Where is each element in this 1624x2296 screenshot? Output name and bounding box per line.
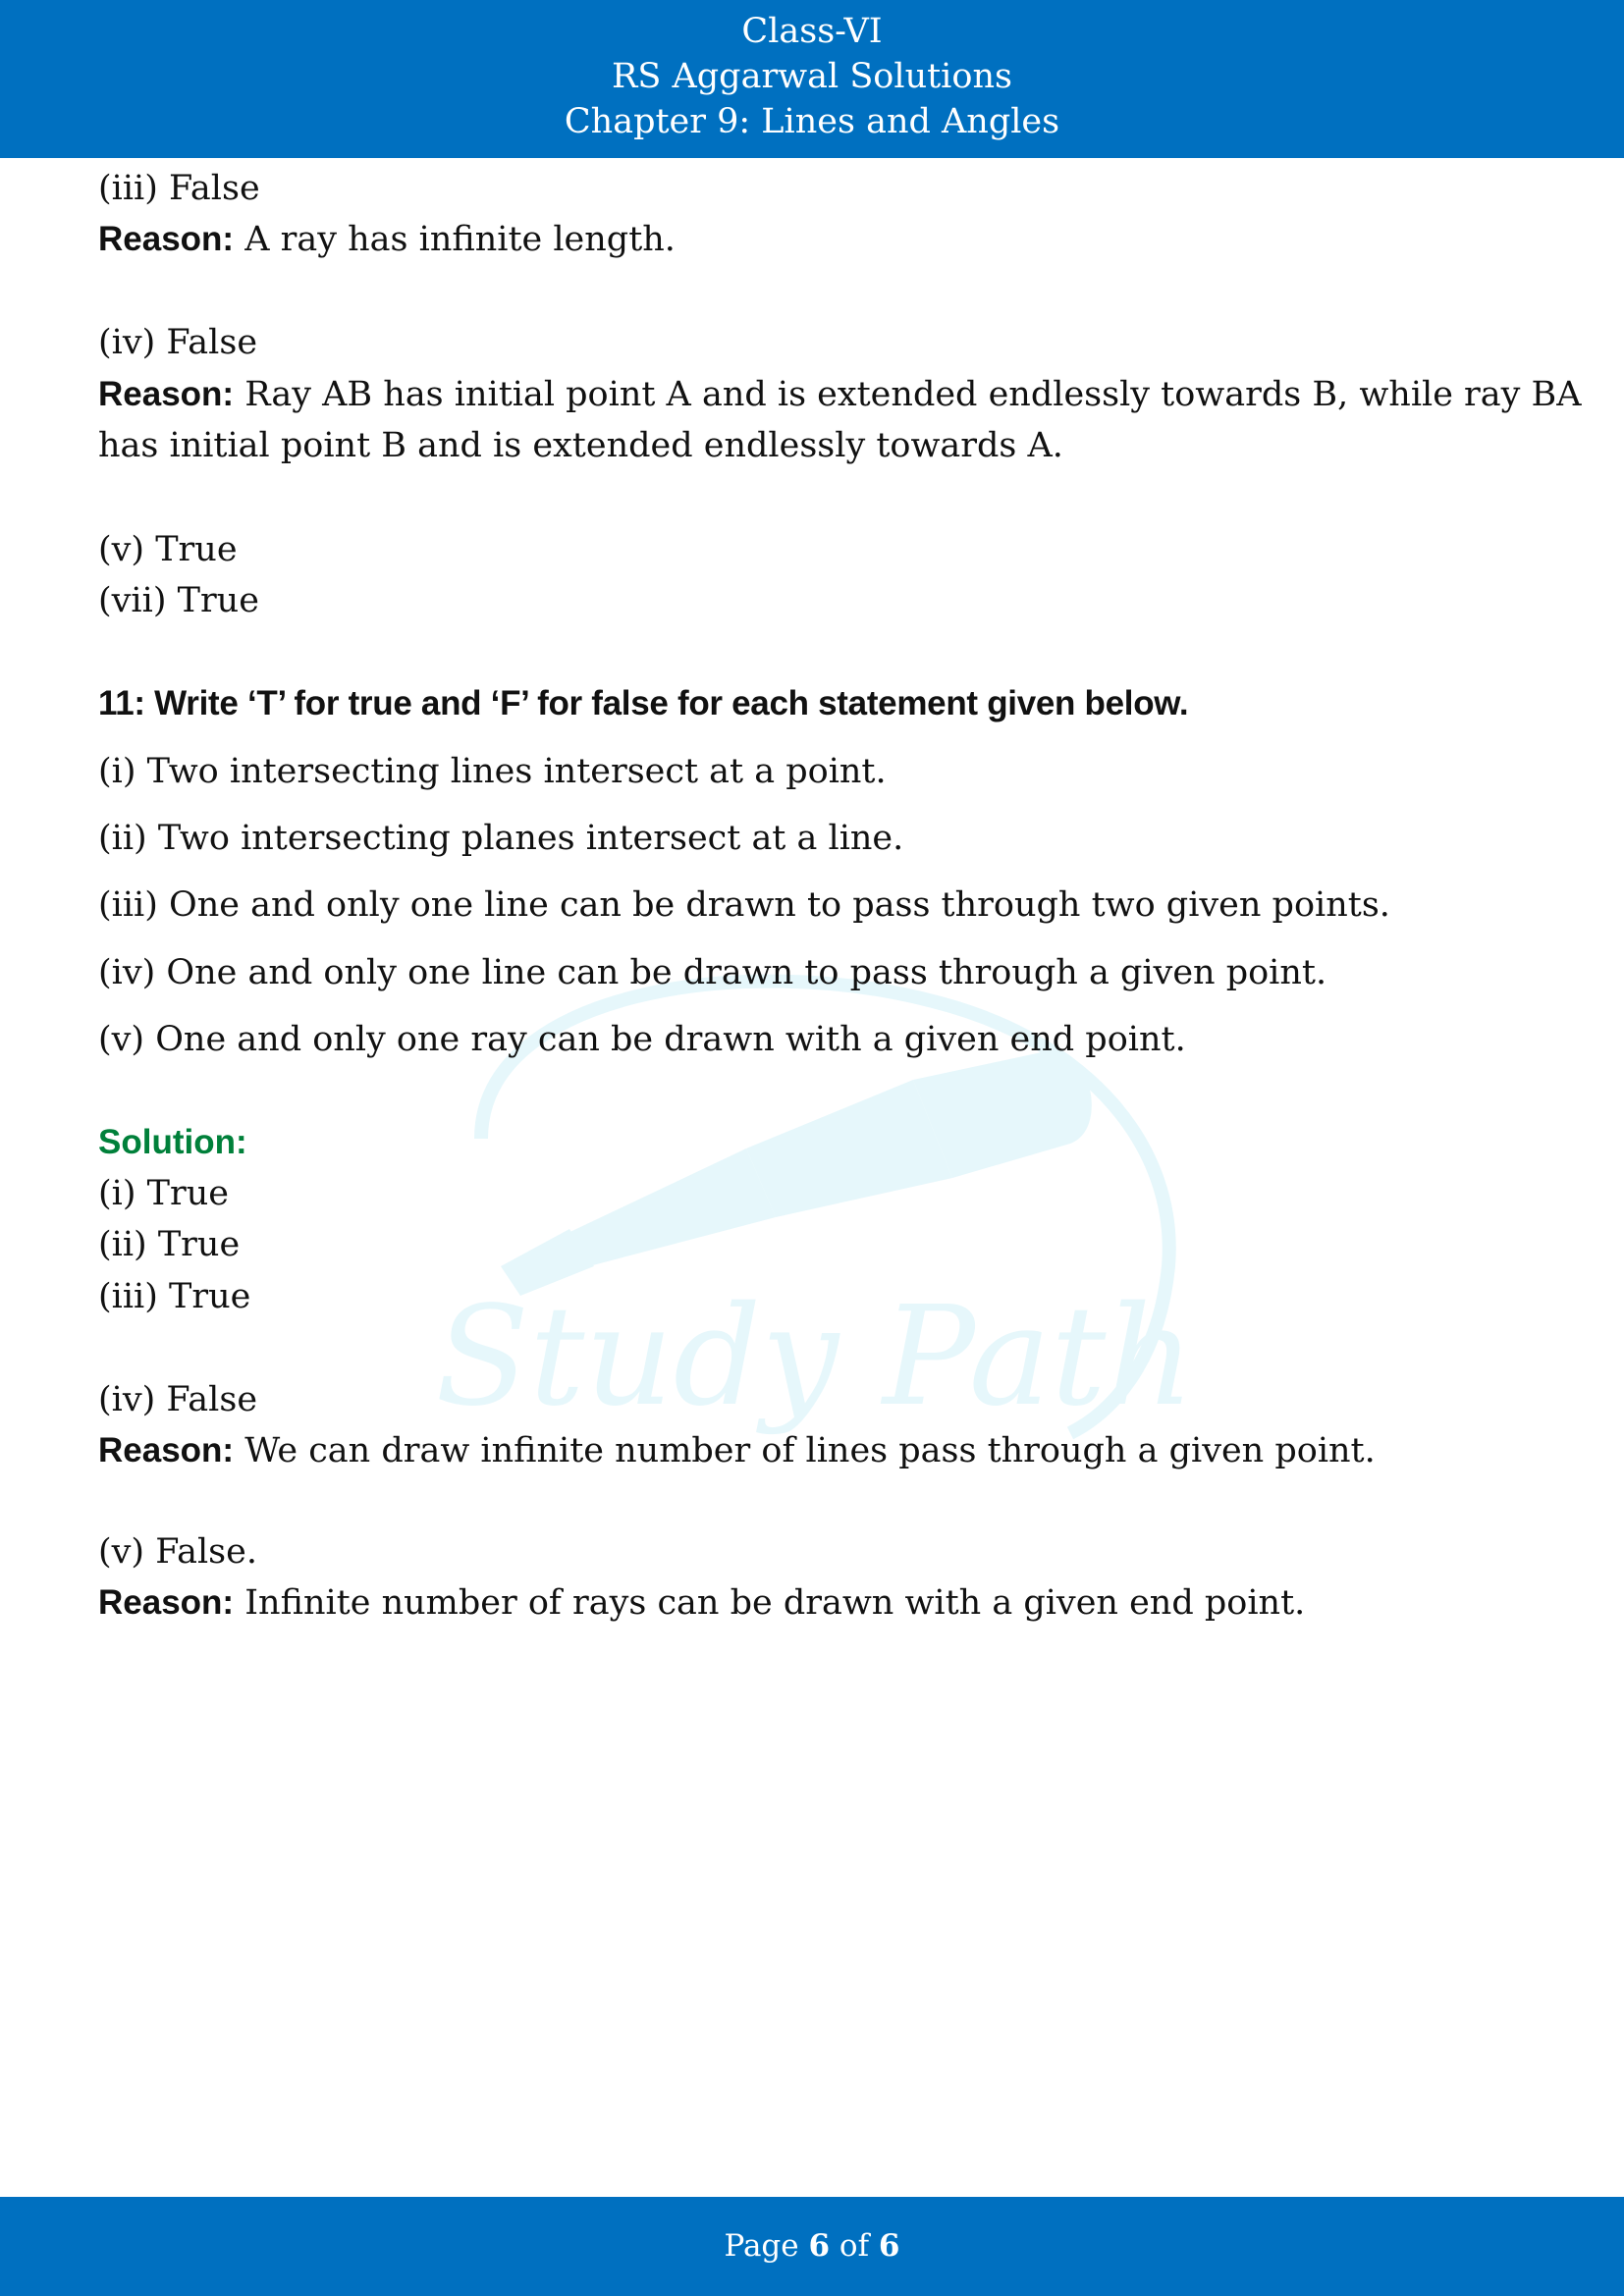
page-footer: [0, 2197, 1624, 2296]
solution-answer-v: (v) False.: [98, 1532, 257, 1572]
header-book: RS Aggarwal Solutions: [612, 57, 1012, 96]
prev-reason-iv-line1: Reason: Ray AB has initial point A and is extended endlessly towards B, while ray BA: [98, 375, 1582, 414]
prev-answer-vii: (vii) True: [98, 581, 259, 620]
prev-answer-v: (v) True: [98, 530, 238, 569]
question-item-v: (v) One and only one ray can be drawn with a given end point.: [98, 1020, 1186, 1059]
prev-answer-iv: (iv) False: [98, 323, 258, 362]
solution-answer-ii: (ii) True: [98, 1225, 241, 1264]
header-class: Class-VI: [741, 12, 883, 51]
solution-reason-iv: Reason: We can draw infinite number of lines pass through a given point.: [98, 1431, 1376, 1470]
prev-reason-iii: Reason: A ray has infinite length.: [98, 220, 676, 259]
page-header: [0, 0, 1624, 158]
solution-answer-iii: (iii) True: [98, 1277, 251, 1316]
prev-reason-iv-line2: has initial point B and is extended endlessly towards A.: [98, 426, 1063, 465]
header-chapter: Chapter 9: Lines and Angles: [564, 102, 1060, 141]
solution-reason-v: Reason: Infinite number of rays can be drawn with a given end point.: [98, 1583, 1306, 1623]
watermark-text: Study Path: [435, 1277, 1195, 1437]
question-title: 11: Write ‘T’ for true and ‘F’ for false for each statement given below.: [98, 684, 1189, 722]
solution-answer-iv: (iv) False: [98, 1380, 258, 1419]
solution-answer-i: (i) True: [98, 1174, 229, 1213]
page-number: Page 6 of 6: [724, 2228, 900, 2264]
prev-answer-iii: (iii) False: [98, 169, 260, 208]
question-item-iv: (iv) One and only one line can be drawn to pass through a given point.: [98, 953, 1327, 992]
question-item-i: (i) Two intersecting lines intersect at a point.: [98, 752, 887, 791]
question-item-ii: (ii) Two intersecting planes intersect at a line.: [98, 819, 904, 858]
solution-heading: Solution:: [98, 1123, 247, 1161]
question-item-iii: (iii) One and only one line can be drawn to pass through two given points.: [98, 885, 1390, 925]
